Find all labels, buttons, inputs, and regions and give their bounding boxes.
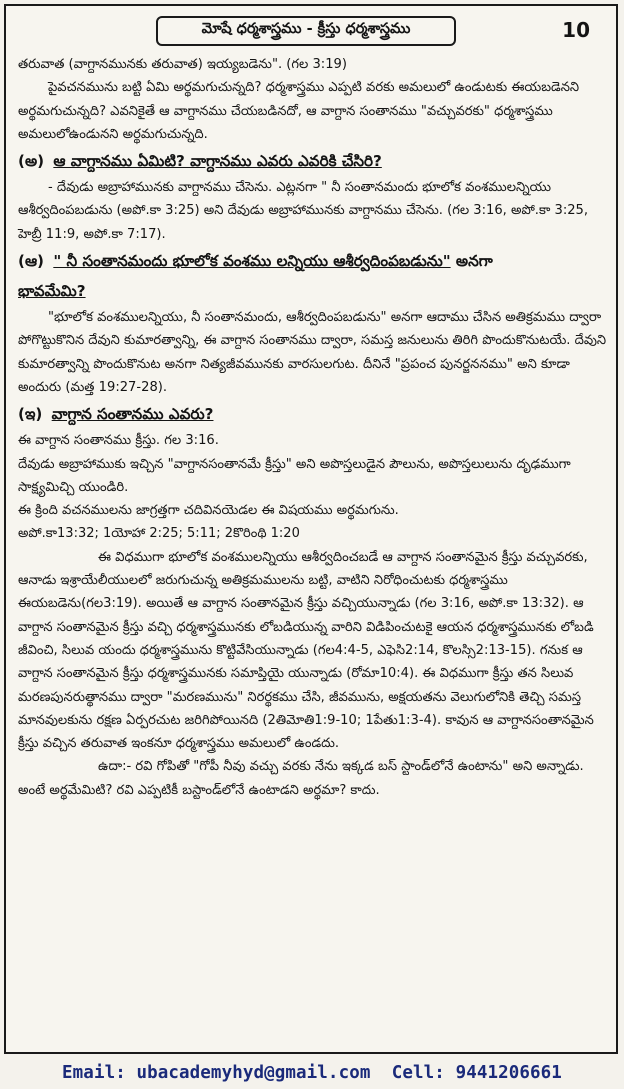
page-title: మోషే ధర్మశాస్త్రము - క్రీస్తు ధర్మశాస్త్రము (156, 16, 456, 46)
heading-tail: అనగా (455, 252, 493, 271)
page-frame (4, 4, 618, 1054)
reference-list: అపో.కా13:32; 1యోహా 2:25; 5:11; 2కొరింథి 1:20 (18, 526, 300, 542)
paragraph-4: "భూలోక వంశములన్నియు, నీ సంతానమందు, ఆశీర్వదింపబడును" అనగా ఆదాము చేసిన అతిక్రమము ద్వారా పోగొట్టుకొనిన దేవుని కుమారత్వాన్ని, ఈ వాగ్దాన సంతానము ద్వారా, సమస్త జనులును తిరిగి పొందుకొనుటయే. దేవుని కుమారత్వాన్ని పొందుకొనుట అనగా నిత్యజీవమునకు వారసులగుట. దీనినే "ప్రపంచ పునర్జననము" అని కూడా అందురు (మత్త 19:27-28). (18, 310, 607, 395)
contact-footer (0, 1057, 624, 1089)
heading-text: భావమేమి? (18, 282, 86, 301)
paragraph-6: దేవుడు అబ్రాహాముకు ఇచ్చిన "వాగ్దానసంతానమే క్రీస్తు" అని అపొస్తలుడైన పౌలును, అపొస్తలులును దృఢముగా సాక్ష్యమిచ్చి యుండిరి. (18, 456, 571, 495)
heading-marker: (ఇ) (18, 405, 43, 424)
heading-text: ఆ వాగ్దానము ఏమిటి? వాగ్దానము ఎవరు ఎవరికి చేసిరి? (53, 152, 382, 171)
paragraph-2: పైవచనమును బట్టి ఏమి అర్థమగుచున్నది? ధర్మశాస్త్రము ఎప్పటి వరకు అమలులో ఉండుటకు ఈయబడెనని అర్థమగుచున్నది? ఎవనికైతే ఆ వాగ్దానము చేయబడినదో, ఆ వాగ్దాన సంతానము "వచ్చువరకు" ధర్మశాస్త్రము అమలులోఉండునని అర్థమగుచున్నది. (18, 80, 580, 142)
paragraph-3: - దేవుడు అబ్రాహామునకు వాగ్దానము చేసెను. ఎట్లనగా " నీ సంతానమందు భూలోక వంశములన్నియు ఆశీర్వదింపబడును (అపో.కా 3:25) అని దేవుడు అబ్రాహామునకు వాగ్దానము చేసెను. (గల 3:16, అపో.కా 3:25, హెబ్రీ 11:9, అపో.కా 7:17). (18, 180, 589, 242)
paragraph-5: ఈ వాగ్దాన సంతానము క్రీస్తు. గల 3:16. (18, 433, 219, 449)
footer-email: Email: ubacademyhyd@gmail.com (62, 1063, 371, 1083)
paragraph-9: ఈ విధముగా భూలోక వంశములన్నియు ఆశీర్వదించబడే ఆ వాగ్దాన సంతానమైన క్రీస్తు వచ్చువరకు, ఆనాడు ఇశ్రాయేలీయులలో జరుగుచున్న అతిక్రమములను బట్టి, వాటిని నిరోధించుటకు ధర్మశాస్త్రము ఈయబడెను(గల3:19). అయితే ఆ వాగ్దాన సంతానమైన క్రీస్తు వచ్చియున్నాడు (గల 3:16, అపో.కా 13:32). ఆ వాగ్దాన సంతానమైన క్రీస్తు వచ్చి ధర్మశాస్త్రమునకు లోబడియున్న వారిని విడిపించుటకై ఆయన ధర్మశాస్త్రమునకు లోబడి జీవించి, సిలువ యందు ధర్మశాస్త్రమును కొట్టివేసియున్నాడు (గల4:4-5, ఎఫెసి2:14, కొలస్సి2:13-15). గనుక ఆ వాగ్దాన సంతానమైన క్రీస్తు ధర్మశాస్త్రమునకు సమాప్తియై యున్నాడు (రోమా10:4). ఈ విధముగా క్రీస్తు తన సిలువ మరణపునరుత్థానము ద్వారా "మరణమును" నిరర్థకము చేసి, జీవమును, అక్షయతను వెలుగులోనికి తెచ్చి సమస్త మానవులకును రక్షణ ఏర్పరచుట జరిగిపోయినది (2తిమోతి1:9-10; 1పేతు1:3-4). కావున ఆ వాగ్దానసంతానమైన క్రీస్తు వచ్చిన తరువాత ఇంకనూ ధర్మశాస్త్రము అమలులో ఉండదు. (18, 549, 594, 752)
section-heading-i (18, 399, 614, 429)
heading-marker: (ఆ) (18, 252, 45, 271)
section-heading-aa (18, 246, 614, 276)
section-heading-a (18, 146, 614, 176)
paragraph-1: తరువాత (వాగ్దానమునకు తరువాత) ఇయ్యబడెను". (గల 3:19) (18, 57, 347, 72)
heading-marker: (అ) (18, 152, 45, 171)
paragraph-7: ఈ క్రింది వచనములను జాగ్రత్తగా చదివినయెడల ఈ విషయము అర్థమగును. (18, 503, 399, 519)
paragraph-10: ఉదా:- రవి గోపితో "గోపీ నీవు వచ్చు వరకు నేను ఇక్కడ బస్ స్టాండ్‌లోనే ఉంటాను" అని అన్నాడు. అంటే అర్థమేమిటి? రవి ఎప్పటికీ బస్టాండ్‌లోనే ఉంటాడని అర్థమా? కాదు. (18, 759, 584, 798)
section-heading-aa-line2 (18, 276, 614, 306)
heading-text: " నీ సంతానమందు భూలోక వంశము లన్నియు ఆశీర్వదింపబడును" (53, 252, 451, 271)
page-content (18, 53, 614, 802)
footer-cell: Cell: 9441206661 (391, 1063, 562, 1083)
page-number: 10 (562, 18, 590, 42)
heading-text: వాగ్దాన సంతానము ఎవరు? (51, 405, 214, 424)
